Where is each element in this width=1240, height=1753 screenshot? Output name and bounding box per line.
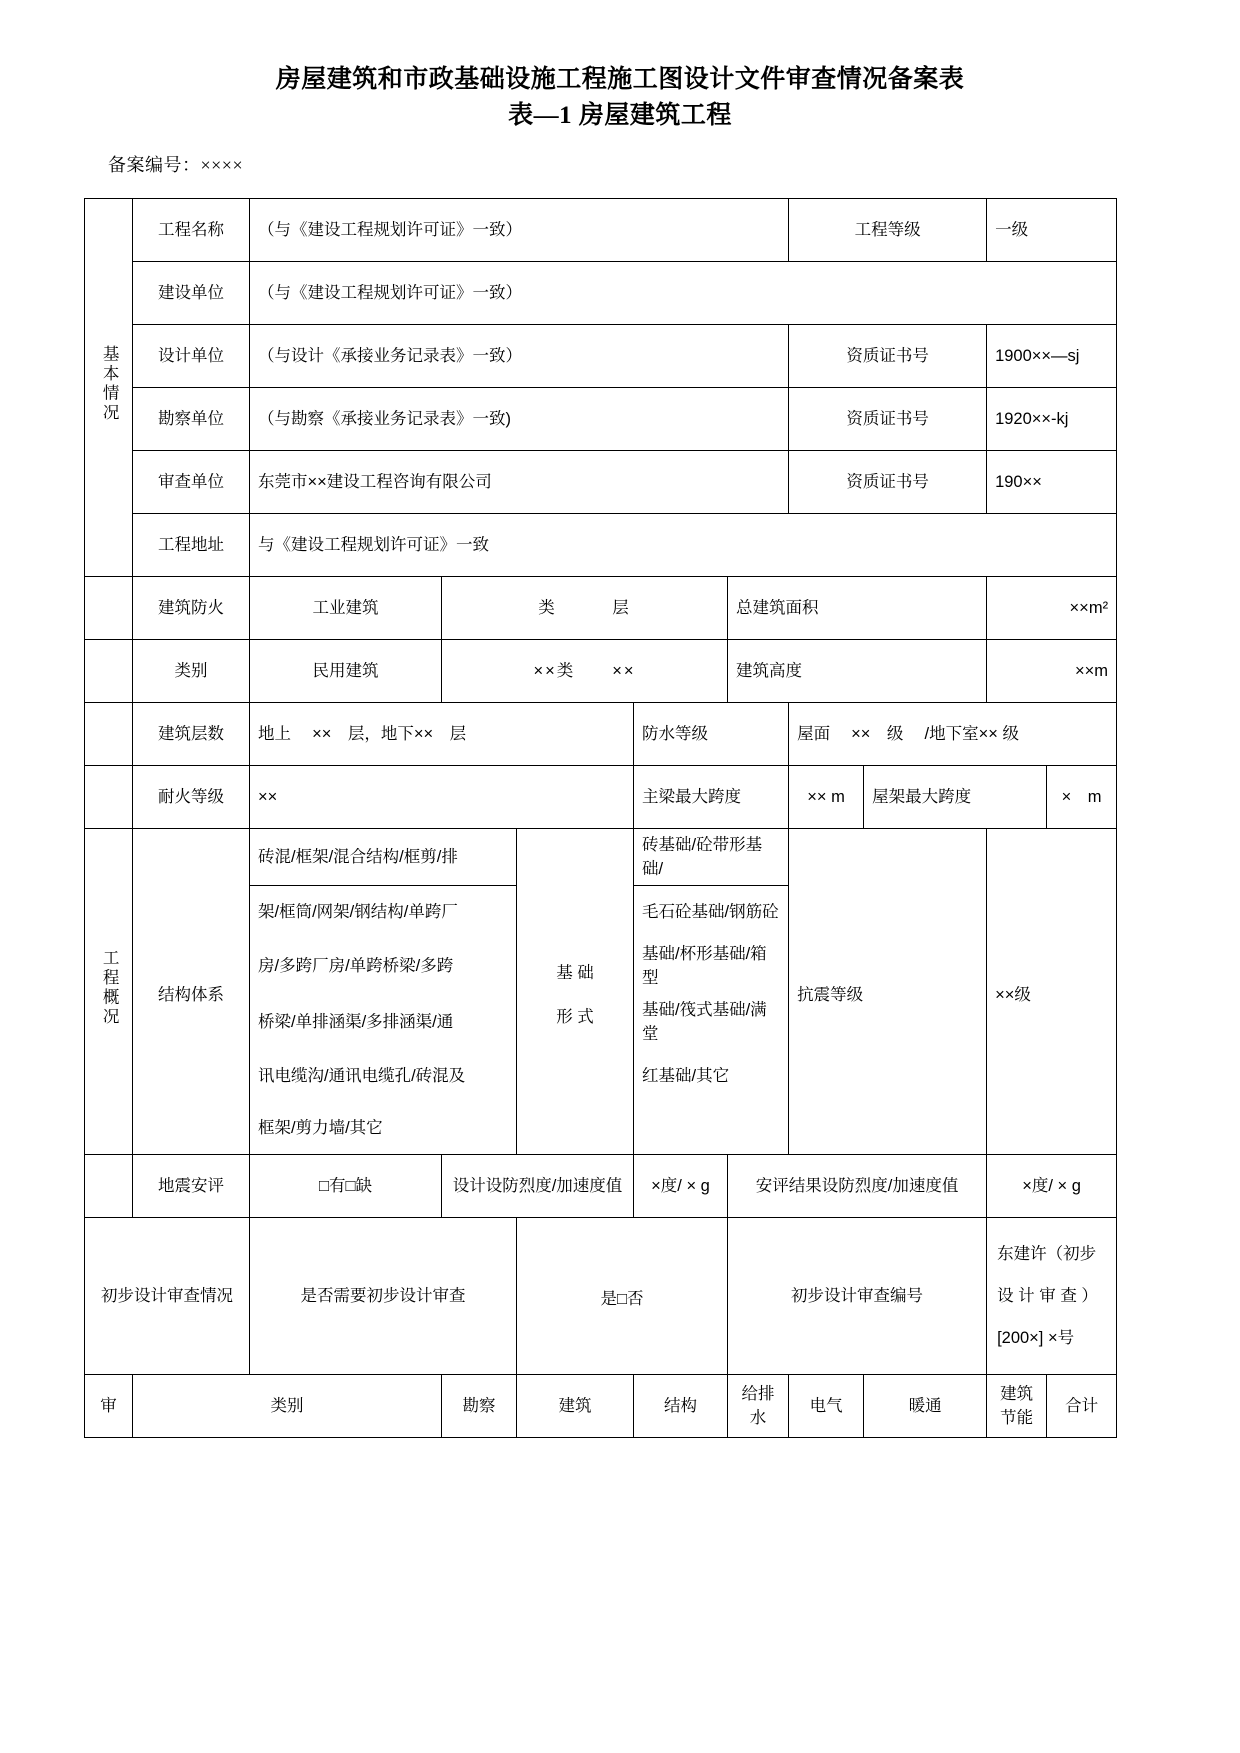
value-waterproof[interactable]: 屋面 ×× 级 /地下室×× 级 (789, 703, 1117, 766)
document-title-block (84, 62, 1156, 134)
value-foundation-line-3[interactable]: 基础/杯形基础/箱型 (634, 938, 789, 994)
table-row-review-header (85, 1375, 1117, 1438)
label-foundation-form (517, 829, 634, 1155)
value-seismic-grade[interactable]: ××级 (987, 829, 1117, 1155)
prelim-review-no-line-2: 设 计 审 查 ） (997, 1287, 1098, 1305)
value-need-prelim-review[interactable]: 是□否 (517, 1218, 728, 1375)
label-project-name: 工程名称 (133, 199, 250, 262)
value-review-cert[interactable]: 190×× (987, 451, 1117, 514)
table-row-project-name (85, 199, 1117, 262)
value-total-area[interactable]: ××m² (987, 577, 1117, 640)
table-row-fire-industrial (85, 577, 1117, 640)
label-foundation-form-line-2: 形 式 (556, 1007, 594, 1026)
table-row-design-unit (85, 325, 1117, 388)
label-main-beam-span: 主梁最大跨度 (634, 766, 789, 829)
label-category: 类别 (133, 640, 250, 703)
value-foundation-line-4[interactable]: 基础/筏式基础/满堂 (634, 994, 789, 1050)
label-foundation-form-line-1: 基 础 (556, 963, 594, 982)
value-floors[interactable]: 地上 ×× 层，地下×× 层 (250, 703, 634, 766)
spacer-fire-industrial (85, 577, 133, 640)
label-structure-system: 结构体系 (133, 829, 250, 1155)
review-header-hvac: 暖通 (864, 1375, 987, 1438)
side-label-overview (85, 829, 133, 1155)
table-row-survey-unit (85, 388, 1117, 451)
table-row-civil-category (85, 640, 1117, 703)
value-foundation-line-2[interactable]: 毛石砼基础/钢筋砼 (634, 886, 789, 939)
value-foundation-line-5[interactable]: 红基础/其它 (634, 1050, 789, 1102)
value-structure-line-4[interactable]: 桥梁/单排涵渠/多排涵渠/通 (250, 994, 517, 1050)
side-label-basic-text: 基本情况 (100, 345, 119, 423)
label-survey-cert: 资质证书号 (789, 388, 987, 451)
label-eval-result: 安评结果设防烈度/加速度值 (728, 1155, 987, 1218)
prelim-review-no-line-1: 东建许（初步 (997, 1245, 1097, 1263)
side-label-review: 审 (85, 1375, 133, 1438)
label-construction-unit: 建设单位 (133, 262, 250, 325)
table-row-review-unit (85, 451, 1117, 514)
table-row-structure-1 (85, 829, 1117, 886)
value-truss-span[interactable]: × m (1047, 766, 1117, 829)
label-design-intensity: 设计设防烈度/加速度值 (442, 1155, 634, 1218)
value-industrial-building[interactable]: 类 层 (442, 577, 728, 640)
value-review-unit[interactable]: 东莞市××建设工程咨询有限公司 (250, 451, 789, 514)
label-need-prelim-review: 是否需要初步设计审查 (250, 1218, 517, 1375)
filing-form-table (84, 198, 1117, 1438)
label-review-cert: 资质证书号 (789, 451, 987, 514)
table-row-seismic-evaluation (85, 1155, 1117, 1218)
review-header-category: 类别 (133, 1375, 442, 1438)
value-survey-unit[interactable]: （与勘察《承接业务记录表》一致) (250, 388, 789, 451)
prelim-review-no-line-3: [200×] ×号 (997, 1329, 1075, 1347)
value-structure-line-3[interactable]: 房/多跨厂房/单跨桥梁/多跨 (250, 938, 517, 994)
label-total-area: 总建筑面积 (728, 577, 987, 640)
spacer-fire-resistance (85, 766, 133, 829)
label-truss-span: 屋架最大跨度 (864, 766, 1047, 829)
value-structure-line-2[interactable]: 架/框筒/网架/钢结构/单跨厂 (250, 886, 517, 939)
table-row-fire-resistance (85, 766, 1117, 829)
value-design-unit[interactable]: （与设计《承接业务记录表》一致） (250, 325, 789, 388)
label-civil-building: 民用建筑 (250, 640, 442, 703)
value-fire-resistance[interactable]: ×× (250, 766, 634, 829)
label-preliminary-section: 初步设计审查情况 (85, 1218, 250, 1375)
label-waterproof: 防水等级 (634, 703, 789, 766)
value-foundation-line-1[interactable]: 砖基础/砼带形基础/ (634, 829, 789, 886)
label-fire-protection: 建筑防火 (133, 577, 250, 640)
label-project-grade: 工程等级 (789, 199, 987, 262)
value-construction-unit[interactable]: （与《建设工程规划许可证》一致） (250, 262, 1117, 325)
label-survey-unit: 勘察单位 (133, 388, 250, 451)
review-header-electrical: 电气 (789, 1375, 864, 1438)
record-number: 备案编号：×××× (108, 155, 244, 175)
spacer-floors (85, 703, 133, 766)
label-seismic-grade: 抗震等级 (789, 829, 987, 1155)
label-industrial-building: 工业建筑 (250, 577, 442, 640)
value-main-beam-span[interactable]: ×× m (789, 766, 864, 829)
value-project-address[interactable]: 与《建设工程规划许可证》一致 (250, 514, 1117, 577)
label-design-cert: 资质证书号 (789, 325, 987, 388)
label-seismic-eval: 地震安评 (133, 1155, 250, 1218)
review-header-total: 合计 (1047, 1375, 1117, 1438)
side-label-basic (85, 199, 133, 577)
value-design-intensity[interactable]: ×度/ × g (634, 1155, 728, 1218)
table-row-floors (85, 703, 1117, 766)
value-prelim-review-no[interactable] (987, 1218, 1117, 1375)
value-project-grade[interactable]: 一级 (987, 199, 1117, 262)
review-header-architecture: 建筑 (517, 1375, 634, 1438)
value-survey-cert[interactable]: 1920××-kj (987, 388, 1117, 451)
review-header-survey: 勘察 (442, 1375, 517, 1438)
review-header-structure: 结构 (634, 1375, 728, 1438)
label-floors: 建筑层数 (133, 703, 250, 766)
checkbox-seismic-eval[interactable]: □有□缺 (250, 1155, 442, 1218)
value-foundation-line-6 (634, 1102, 789, 1155)
table-row-preliminary-design (85, 1218, 1117, 1375)
label-design-unit: 设计单位 (133, 325, 250, 388)
page-subtitle: 表—1 房屋建筑工程 (508, 102, 732, 129)
value-building-height[interactable]: ××m (987, 640, 1117, 703)
label-fire-resistance: 耐火等级 (133, 766, 250, 829)
value-project-name[interactable]: （与《建设工程规划许可证》一致） (250, 199, 789, 262)
label-building-height: 建筑高度 (728, 640, 987, 703)
value-structure-line-6[interactable]: 框架/剪力墙/其它 (250, 1102, 517, 1155)
value-eval-result[interactable]: ×度/ × g (987, 1155, 1117, 1218)
table-row-project-address (85, 514, 1117, 577)
review-header-energy-saving: 建筑节能 (987, 1375, 1047, 1438)
value-structure-line-1[interactable]: 砖混/框架/混合结构/框剪/排 (250, 829, 517, 886)
label-project-address: 工程地址 (133, 514, 250, 577)
spacer-seismic-eval (85, 1155, 133, 1218)
spacer-civil-category (85, 640, 133, 703)
value-structure-line-5[interactable]: 讯电缆沟/通讯电缆孔/砖混及 (250, 1050, 517, 1102)
table-row-construction-unit (85, 262, 1117, 325)
side-label-overview-text: 工程概况 (100, 949, 119, 1027)
label-prelim-review-no: 初步设计审查编号 (728, 1218, 987, 1375)
page-title: 房屋建筑和市政基础设施工程施工图设计文件审查情况备案表 (275, 66, 965, 93)
value-civil-building[interactable]: ××类 ×× (442, 640, 728, 703)
label-review-unit: 审查单位 (133, 451, 250, 514)
value-design-cert[interactable]: 1900××—sj (987, 325, 1117, 388)
review-header-plumbing: 给排水 (728, 1375, 789, 1438)
